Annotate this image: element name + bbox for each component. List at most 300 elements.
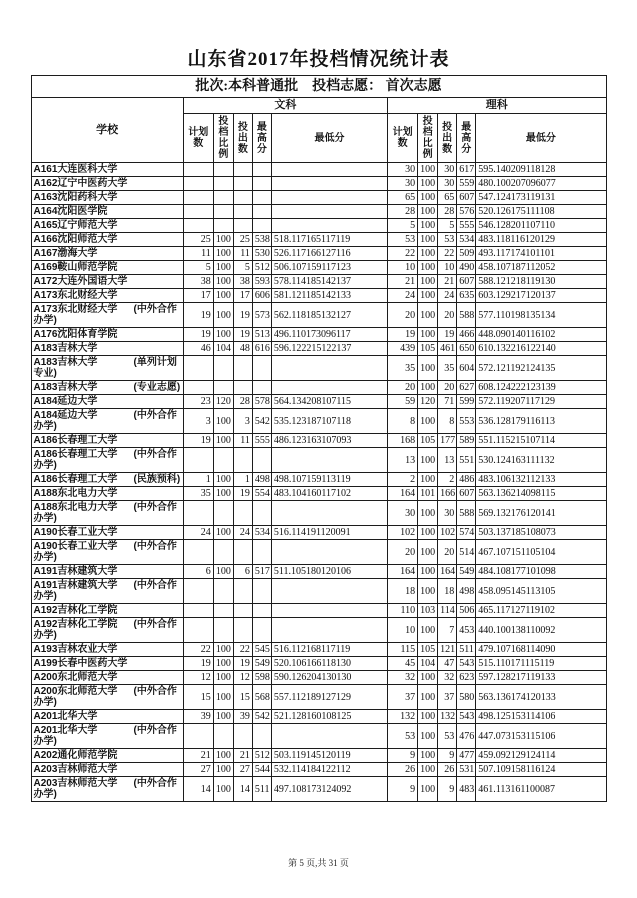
arts-sent-cell [233, 501, 252, 526]
table-row [31, 487, 606, 501]
arts-ratio-cell [213, 381, 233, 395]
arts-sent-cell [233, 177, 252, 191]
science-sent-cell: 30 [438, 501, 457, 526]
arts-plan-cell: 6 [183, 565, 213, 579]
arts-max-cell: 542 [252, 409, 271, 434]
table-row [31, 163, 606, 177]
arts-ratio-cell: 100 [213, 657, 233, 671]
arts-sent-cell [233, 163, 252, 177]
science-max-cell: 589 [457, 434, 476, 448]
science-plan-cell: 59 [388, 395, 418, 409]
arts-sent-cell: 15 [233, 685, 252, 710]
science-sent-cell: 20 [438, 381, 457, 395]
school-note: (中外合作办学) [33, 725, 177, 747]
school-cell [31, 710, 183, 724]
arts-ratio-cell: 100 [213, 643, 233, 657]
arts-min-cell: 497.108173124092 [271, 777, 387, 802]
school-note: (民族预科) [133, 474, 181, 485]
arts-ratio-cell [213, 501, 233, 526]
table-row [31, 233, 606, 247]
school-cell [31, 275, 183, 289]
arts-plan-cell [183, 381, 213, 395]
science-min-cell: 572.119207117129 [476, 395, 606, 409]
arts-plan-cell [183, 177, 213, 191]
school-cell [31, 303, 183, 328]
school-name: A173东北财经大学 [33, 290, 118, 301]
science-max-cell: 607 [457, 191, 476, 205]
science-plan-cell: 115 [388, 643, 418, 657]
science-min-cell: 563.136214098115 [476, 487, 606, 501]
table-row [31, 565, 606, 579]
arts-min-cell [271, 205, 387, 219]
arts-max-cell [252, 219, 271, 233]
science-sent-cell: 28 [438, 205, 457, 219]
science-min-cell: 572.121192124135 [476, 356, 606, 381]
science-plan-cell: 10 [388, 261, 418, 275]
science-max-cell: 635 [457, 289, 476, 303]
arts-ratio-cell: 100 [213, 565, 233, 579]
science-min-cell: 467.107151105104 [476, 540, 606, 565]
school-name: A183吉林大学 [33, 343, 98, 354]
arts-sent-cell: 38 [233, 275, 252, 289]
table-row [31, 177, 606, 191]
arts-sent-cell: 11 [233, 247, 252, 261]
science-sent-cell: 164 [438, 565, 457, 579]
school-name: A183吉林大学 [33, 382, 98, 393]
science-ratio-cell: 100 [418, 685, 438, 710]
school-cell [31, 409, 183, 434]
arts-ratio-cell: 100 [213, 247, 233, 261]
table-row [31, 448, 606, 473]
school-note: (中外合作办学) [33, 304, 177, 326]
science-max-cell: 617 [457, 163, 476, 177]
arts-plan-cell: 19 [183, 328, 213, 342]
arts-plan-cell: 14 [183, 777, 213, 802]
arts-ratio-cell: 100 [213, 233, 233, 247]
batch-line: 批次:本科普通批 投档志愿： 首次志愿 [31, 76, 606, 98]
science-max-cell: 466 [457, 328, 476, 342]
school-note: (中外合作办学) [33, 449, 177, 471]
science-sent-cell: 102 [438, 526, 457, 540]
arts-max-cell: 578 [252, 395, 271, 409]
school-note: (专业志愿) [133, 382, 181, 393]
science-max-cell: 588 [457, 501, 476, 526]
school-column-header: 学校 [31, 98, 183, 163]
table-row [31, 275, 606, 289]
arts-max-cell: 555 [252, 434, 271, 448]
school-cell [31, 261, 183, 275]
arts-sent-cell: 14 [233, 777, 252, 802]
science-ratio-cell: 100 [418, 205, 438, 219]
arts-max-cell: 544 [252, 763, 271, 777]
science-max-cell: 483 [457, 777, 476, 802]
school-name: A164沈阳医学院 [33, 206, 108, 217]
arts-ratio-cell: 100 [213, 434, 233, 448]
science-plan-cell: 65 [388, 191, 418, 205]
science-min-header: 最低分 [476, 114, 606, 163]
arts-plan-cell [183, 618, 213, 643]
table-row [31, 526, 606, 540]
science-min-cell: 597.128217119133 [476, 671, 606, 685]
science-ratio-cell: 101 [418, 487, 438, 501]
arts-max-cell: 606 [252, 289, 271, 303]
arts-min-cell [271, 191, 387, 205]
science-plan-cell: 30 [388, 163, 418, 177]
arts-min-cell [271, 540, 387, 565]
arts-sent-cell: 48 [233, 342, 252, 356]
arts-ratio-cell [213, 191, 233, 205]
arts-plan-cell [183, 448, 213, 473]
arts-sent-cell [233, 604, 252, 618]
arts-plan-cell: 15 [183, 685, 213, 710]
school-cell [31, 434, 183, 448]
science-plan-cell: 20 [388, 303, 418, 328]
science-max-cell: 486 [457, 473, 476, 487]
science-plan-cell: 26 [388, 763, 418, 777]
table-row [31, 289, 606, 303]
school-name: A161大连医科大学 [33, 164, 118, 175]
arts-max-cell: 593 [252, 275, 271, 289]
arts-ratio-cell: 100 [213, 671, 233, 685]
school-name: A191吉林建筑大学 [33, 580, 118, 591]
arts-min-cell [271, 177, 387, 191]
school-name: A201北华大学 [33, 711, 98, 722]
school-name: A169鞍山师范学院 [33, 262, 118, 273]
science-plan-cell: 53 [388, 233, 418, 247]
arts-min-cell: 557.112189127129 [271, 685, 387, 710]
science-plan-cell: 18 [388, 579, 418, 604]
arts-ratio-cell: 100 [213, 328, 233, 342]
science-max-cell: 490 [457, 261, 476, 275]
science-max-cell: 650 [457, 342, 476, 356]
science-min-cell: 610.132216122140 [476, 342, 606, 356]
school-cell [31, 205, 183, 219]
science-ratio-cell: 100 [418, 289, 438, 303]
science-max-cell: 514 [457, 540, 476, 565]
school-cell [31, 395, 183, 409]
arts-max-cell: 534 [252, 526, 271, 540]
table-row [31, 381, 606, 395]
arts-plan-cell: 11 [183, 247, 213, 261]
science-ratio-cell: 100 [418, 303, 438, 328]
science-min-cell: 493.117174101101 [476, 247, 606, 261]
science-max-cell: 534 [457, 233, 476, 247]
science-group-header: 理科 [388, 98, 606, 114]
science-ratio-cell: 100 [418, 177, 438, 191]
school-cell [31, 177, 183, 191]
school-cell [31, 473, 183, 487]
science-sent-header: 投出数 [438, 114, 457, 163]
science-ratio-cell: 100 [418, 749, 438, 763]
science-min-cell: 536.128179116113 [476, 409, 606, 434]
school-name: A192吉林化工学院 [33, 619, 118, 630]
science-min-cell: 603.129217120137 [476, 289, 606, 303]
school-cell [31, 763, 183, 777]
science-max-cell: 551 [457, 448, 476, 473]
science-plan-cell: 30 [388, 501, 418, 526]
science-plan-cell: 53 [388, 724, 418, 749]
school-name: A192吉林化工学院 [33, 605, 118, 616]
table-row [31, 219, 606, 233]
arts-sent-cell: 17 [233, 289, 252, 303]
arts-plan-cell: 19 [183, 657, 213, 671]
arts-plan-cell [183, 163, 213, 177]
arts-sent-cell [233, 205, 252, 219]
table-row [31, 409, 606, 434]
arts-plan-cell: 12 [183, 671, 213, 685]
arts-ratio-cell: 100 [213, 777, 233, 802]
arts-ratio-cell: 100 [213, 526, 233, 540]
arts-max-cell [252, 448, 271, 473]
arts-plan-header: 计划数 [183, 114, 213, 163]
science-sent-cell: 13 [438, 448, 457, 473]
arts-sent-cell: 6 [233, 565, 252, 579]
table-row [31, 540, 606, 565]
arts-plan-cell [183, 219, 213, 233]
arts-sent-cell [233, 618, 252, 643]
science-min-cell: 483.118116120129 [476, 233, 606, 247]
science-plan-cell: 30 [388, 177, 418, 191]
school-note: (单列计划专业) [33, 357, 177, 379]
arts-ratio-cell [213, 540, 233, 565]
science-ratio-cell: 105 [418, 643, 438, 657]
table-row [31, 395, 606, 409]
table-row [31, 724, 606, 749]
arts-plan-cell: 27 [183, 763, 213, 777]
science-max-cell: 543 [457, 710, 476, 724]
school-cell [31, 749, 183, 763]
school-cell [31, 247, 183, 261]
school-cell [31, 163, 183, 177]
science-min-cell: 569.132176120141 [476, 501, 606, 526]
table-row [31, 434, 606, 448]
arts-max-cell: 545 [252, 643, 271, 657]
school-name: A166沈阳师范大学 [33, 234, 118, 245]
arts-sent-cell: 19 [233, 487, 252, 501]
school-cell [31, 487, 183, 501]
school-name: A186长春理工大学 [33, 449, 118, 460]
table-row [31, 657, 606, 671]
school-cell [31, 289, 183, 303]
science-max-cell: 477 [457, 749, 476, 763]
science-sent-cell: 132 [438, 710, 457, 724]
table-row [31, 303, 606, 328]
science-max-cell: 511 [457, 643, 476, 657]
science-min-cell: 551.115215107114 [476, 434, 606, 448]
science-min-cell: 484.108177101098 [476, 565, 606, 579]
arts-sent-cell: 27 [233, 763, 252, 777]
arts-sent-cell: 22 [233, 643, 252, 657]
science-plan-cell: 9 [388, 777, 418, 802]
science-ratio-cell: 100 [418, 261, 438, 275]
arts-plan-cell: 5 [183, 261, 213, 275]
school-name: A200东北师范大学 [33, 686, 118, 697]
school-cell [31, 604, 183, 618]
science-max-cell: 623 [457, 671, 476, 685]
school-cell [31, 724, 183, 749]
arts-min-cell: 596.122215122137 [271, 342, 387, 356]
science-min-cell: 440.100138110092 [476, 618, 606, 643]
arts-plan-cell: 46 [183, 342, 213, 356]
arts-plan-cell [183, 579, 213, 604]
arts-sent-cell: 21 [233, 749, 252, 763]
science-ratio-cell: 100 [418, 356, 438, 381]
arts-max-cell: 511 [252, 777, 271, 802]
science-ratio-cell: 100 [418, 618, 438, 643]
science-max-cell: 604 [457, 356, 476, 381]
arts-min-cell [271, 356, 387, 381]
science-sent-cell: 7 [438, 618, 457, 643]
school-note: (中外合作办学) [33, 619, 177, 641]
science-sent-cell: 10 [438, 261, 457, 275]
arts-max-cell: 530 [252, 247, 271, 261]
science-ratio-cell: 100 [418, 501, 438, 526]
arts-min-cell: 498.107159113119 [271, 473, 387, 487]
science-sent-cell: 19 [438, 328, 457, 342]
arts-sent-cell [233, 381, 252, 395]
arts-ratio-cell [213, 177, 233, 191]
science-max-cell: 549 [457, 565, 476, 579]
science-sent-cell: 53 [438, 724, 457, 749]
arts-sent-cell [233, 579, 252, 604]
school-name: A190长春工业大学 [33, 527, 118, 538]
science-plan-cell: 32 [388, 671, 418, 685]
science-min-cell: 447.073153115106 [476, 724, 606, 749]
arts-sent-header: 投出数 [233, 114, 252, 163]
science-sent-cell: 114 [438, 604, 457, 618]
school-name: A200东北师范大学 [33, 672, 118, 683]
science-min-cell: 458.095145113105 [476, 579, 606, 604]
arts-min-cell: 518.117165117119 [271, 233, 387, 247]
arts-min-cell: 526.117166127116 [271, 247, 387, 261]
arts-ratio-cell [213, 219, 233, 233]
school-name: A167渤海大学 [33, 248, 98, 259]
arts-ratio-cell [213, 356, 233, 381]
science-ratio-cell: 100 [418, 409, 438, 434]
arts-min-cell: 516.114191120091 [271, 526, 387, 540]
school-name: A172大连外国语大学 [33, 276, 128, 287]
school-name: A188东北电力大学 [33, 488, 118, 499]
school-cell [31, 671, 183, 685]
science-ratio-cell: 100 [418, 219, 438, 233]
science-ratio-cell: 100 [418, 275, 438, 289]
arts-plan-cell [183, 191, 213, 205]
science-ratio-cell: 100 [418, 381, 438, 395]
school-cell [31, 356, 183, 381]
arts-ratio-cell: 120 [213, 395, 233, 409]
arts-sent-cell: 19 [233, 328, 252, 342]
arts-group-header: 文科 [183, 98, 387, 114]
school-cell [31, 526, 183, 540]
arts-plan-cell: 22 [183, 643, 213, 657]
science-plan-cell: 24 [388, 289, 418, 303]
arts-max-cell: 513 [252, 328, 271, 342]
science-plan-cell: 5 [388, 219, 418, 233]
school-name: A183吉林大学 [33, 357, 98, 368]
science-sent-cell: 26 [438, 763, 457, 777]
arts-max-cell: 598 [252, 671, 271, 685]
arts-min-cell: 520.106166118130 [271, 657, 387, 671]
science-min-cell: 547.124173119131 [476, 191, 606, 205]
arts-max-cell: 549 [252, 657, 271, 671]
school-name: A203吉林师范大学 [33, 778, 118, 789]
science-sent-cell: 35 [438, 356, 457, 381]
arts-plan-cell: 25 [183, 233, 213, 247]
science-sent-cell: 37 [438, 685, 457, 710]
arts-min-cell [271, 381, 387, 395]
arts-plan-cell: 19 [183, 434, 213, 448]
arts-plan-cell: 21 [183, 749, 213, 763]
arts-plan-cell: 24 [183, 526, 213, 540]
science-sent-cell: 30 [438, 177, 457, 191]
school-name: A184延边大学 [33, 396, 98, 407]
group-header-row [31, 98, 606, 114]
science-sent-cell: 20 [438, 540, 457, 565]
science-min-cell: 588.121218119130 [476, 275, 606, 289]
science-ratio-cell: 100 [418, 191, 438, 205]
arts-ratio-header: 投档比例 [213, 114, 233, 163]
science-max-cell: 506 [457, 604, 476, 618]
science-ratio-cell: 105 [418, 434, 438, 448]
science-sent-cell: 22 [438, 247, 457, 261]
science-plan-cell: 28 [388, 205, 418, 219]
arts-max-cell: 517 [252, 565, 271, 579]
arts-min-cell: 521.128160108125 [271, 710, 387, 724]
arts-max-cell [252, 579, 271, 604]
school-cell [31, 777, 183, 802]
science-sent-cell: 5 [438, 219, 457, 233]
arts-max-cell [252, 381, 271, 395]
science-max-cell: 509 [457, 247, 476, 261]
science-max-header: 最高分 [457, 114, 476, 163]
arts-ratio-cell [213, 724, 233, 749]
science-min-cell: 577.110198135134 [476, 303, 606, 328]
table-row [31, 261, 606, 275]
science-max-cell: 555 [457, 219, 476, 233]
science-plan-cell: 9 [388, 749, 418, 763]
table-row [31, 618, 606, 643]
science-sent-cell: 20 [438, 303, 457, 328]
arts-max-cell [252, 356, 271, 381]
arts-max-cell: 542 [252, 710, 271, 724]
arts-sent-cell [233, 540, 252, 565]
science-min-cell: 461.113161100087 [476, 777, 606, 802]
arts-max-cell [252, 604, 271, 618]
arts-sent-cell: 25 [233, 233, 252, 247]
arts-max-cell: 498 [252, 473, 271, 487]
school-name: A176沈阳体育学院 [33, 329, 118, 340]
arts-max-cell [252, 191, 271, 205]
arts-min-cell: 503.119145120119 [271, 749, 387, 763]
science-sent-cell: 24 [438, 289, 457, 303]
arts-max-header: 最高分 [252, 114, 271, 163]
school-name: A186长春理工大学 [33, 435, 118, 446]
arts-min-cell [271, 501, 387, 526]
arts-plan-cell: 38 [183, 275, 213, 289]
arts-min-cell [271, 724, 387, 749]
arts-ratio-cell [213, 205, 233, 219]
arts-plan-cell [183, 604, 213, 618]
science-max-cell: 574 [457, 526, 476, 540]
science-sent-cell: 18 [438, 579, 457, 604]
science-ratio-cell: 100 [418, 526, 438, 540]
arts-sent-cell: 19 [233, 303, 252, 328]
arts-ratio-cell: 100 [213, 275, 233, 289]
science-max-cell: 599 [457, 395, 476, 409]
school-note: (中外合作办学) [33, 686, 177, 708]
arts-sent-cell: 39 [233, 710, 252, 724]
arts-min-cell [271, 448, 387, 473]
